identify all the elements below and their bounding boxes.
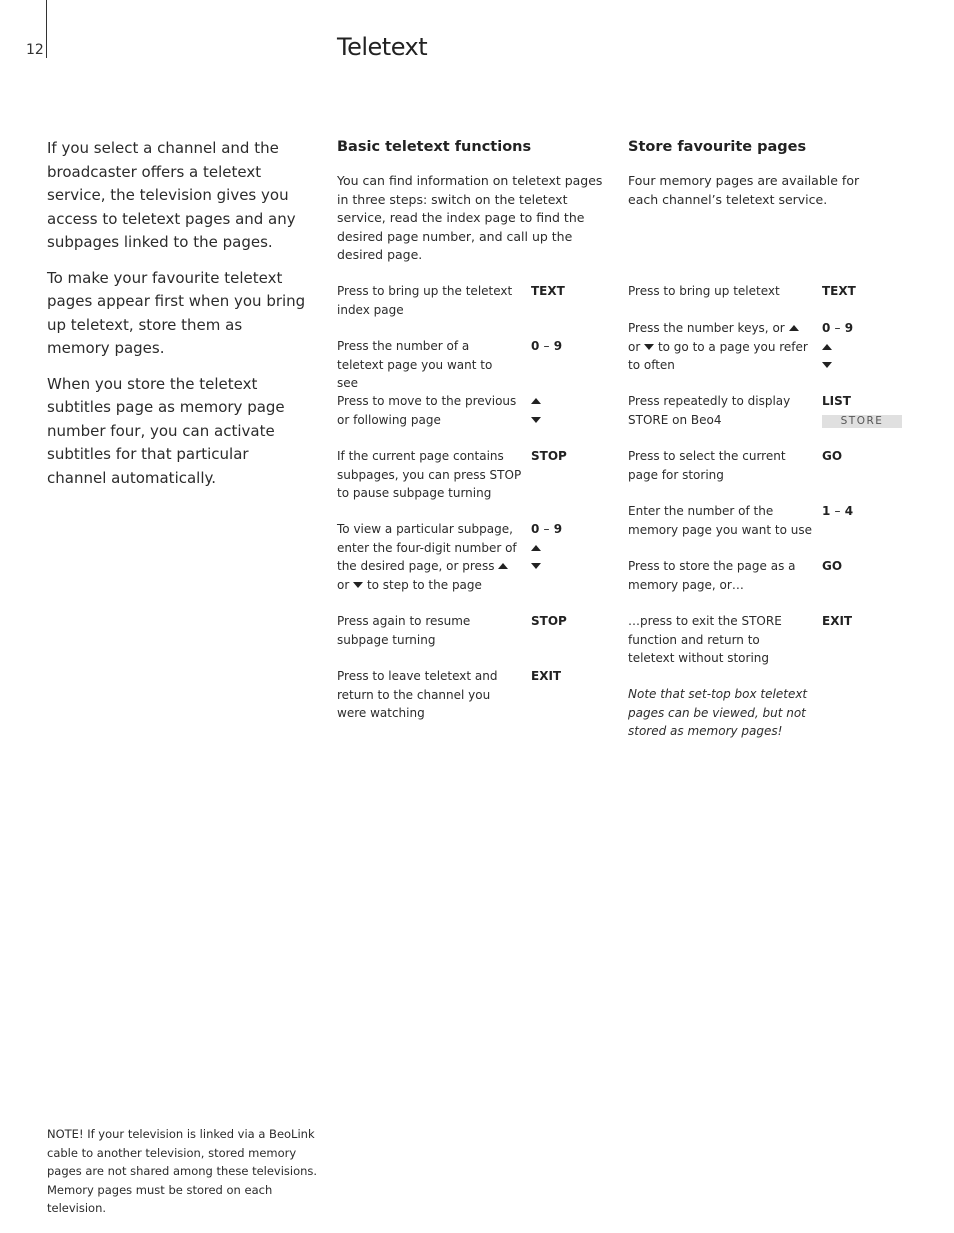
key-to: 9 (553, 339, 563, 353)
intro-paragraph: When you store the teletext subtitles page as memory page number four, you can activate subtitles for that particular channel automatically. (47, 374, 285, 487)
step-description-part: To view a particular subpage, enter the four-digit number of the desired page, or press (337, 522, 517, 573)
step-description (628, 319, 808, 375)
step-description: Press to leave teletext and return to the channel you were watching (337, 669, 498, 720)
step-description-part: to step to the page (366, 577, 482, 592)
up-arrow-icon (531, 398, 541, 404)
store-heading: Store favourite pages (628, 139, 807, 155)
key-text: TEXT (822, 284, 856, 298)
step-description: Press to select the current page for storing (628, 449, 786, 482)
step-description: Press repeatedly to display STORE on Beo4 (628, 394, 791, 427)
step-description: Press to bring up the teletext index page (337, 284, 513, 317)
page-number: 12 (26, 42, 44, 58)
key-from: 1 (822, 504, 831, 518)
up-arrow-icon (789, 325, 799, 331)
key-text: TEXT (531, 284, 565, 298)
basic-intro: You can find information on teletext pages in three steps: switch on the teletext service, read the index page to find the desired page number, and call up the desired page. (337, 173, 603, 262)
page-divider (46, 0, 47, 58)
step-description-or: or (337, 577, 350, 592)
key-separator: – (543, 339, 550, 353)
down-arrow-icon (531, 563, 541, 569)
key-to: 9 (844, 321, 854, 335)
step-description: Press again to resume subpage turning (337, 614, 471, 647)
step-description: Press to move to the previous or following page (337, 394, 517, 427)
key-range (822, 319, 853, 338)
key-separator: – (834, 321, 841, 335)
key-group (822, 319, 853, 375)
key-separator: – (834, 504, 841, 518)
key-group (531, 520, 562, 576)
step-description: Press to store the page as a memory page, or… (628, 559, 796, 592)
step-description: Enter the number of the memory page you want to use (628, 504, 812, 537)
step-description (337, 520, 522, 594)
intro-text (47, 137, 309, 502)
key-to: 9 (553, 522, 563, 536)
key-stop: STOP (531, 449, 567, 463)
beo4-display: STORE (822, 415, 902, 428)
key-stop: STOP (531, 614, 567, 628)
key-list (822, 392, 902, 429)
key-exit: EXIT (531, 669, 562, 683)
key-separator: – (543, 522, 550, 536)
key-from: 0 (531, 339, 540, 353)
page-title: Teletext (337, 33, 428, 61)
key-list-label: LIST (822, 394, 851, 408)
step-description-or: or (628, 339, 641, 354)
up-arrow-icon (531, 545, 541, 551)
key-range (531, 520, 562, 539)
step-description: Press to bring up teletext (628, 284, 780, 298)
step-description: …press to exit the STORE function and return to teletext without storing (628, 614, 782, 665)
down-arrow-icon (531, 417, 541, 423)
step-description-part: to go to a page you refer to often (628, 339, 808, 372)
down-arrow-icon (822, 362, 832, 368)
key-from: 0 (531, 522, 540, 536)
key-go: GO (822, 559, 843, 573)
key-range (531, 337, 562, 356)
store-note: Note that set-top box teletext pages can be viewed, but not stored as memory pages! (628, 687, 808, 738)
key-from: 0 (822, 321, 831, 335)
step-description: If the current page contains subpages, you can press STOP to pause subpage turning (337, 449, 522, 500)
intro-paragraph: If you select a channel and the broadcaster offers a teletext service, the television gives you access to teletext pages and any subpages linked to the pages. (47, 139, 296, 251)
key-go: GO (822, 449, 843, 463)
step-description: Press the number of a teletext page you want to see (337, 339, 493, 390)
basic-heading: Basic teletext functions (337, 139, 532, 155)
down-arrow-icon (353, 582, 363, 588)
up-arrow-icon (822, 344, 832, 350)
step-description-part: Press the number keys, or (628, 321, 785, 335)
intro-paragraph: To make your favourite teletext pages appear first when you bring up teletext, store them as memory pages. (47, 268, 306, 357)
down-arrow-icon (644, 344, 654, 350)
key-to: 4 (844, 504, 854, 518)
up-arrow-icon (498, 563, 508, 569)
footnote: NOTE! If your television is linked via a BeoLink cable to another television, stored memory pages are not shared among these televisions. Memory pages must be stored on each television. (47, 1127, 318, 1215)
arrow-keys (531, 392, 541, 429)
key-exit: EXIT (822, 614, 853, 628)
key-range (822, 502, 853, 521)
store-intro: Four memory pages are available for each channel’s teletext service. (628, 173, 860, 207)
